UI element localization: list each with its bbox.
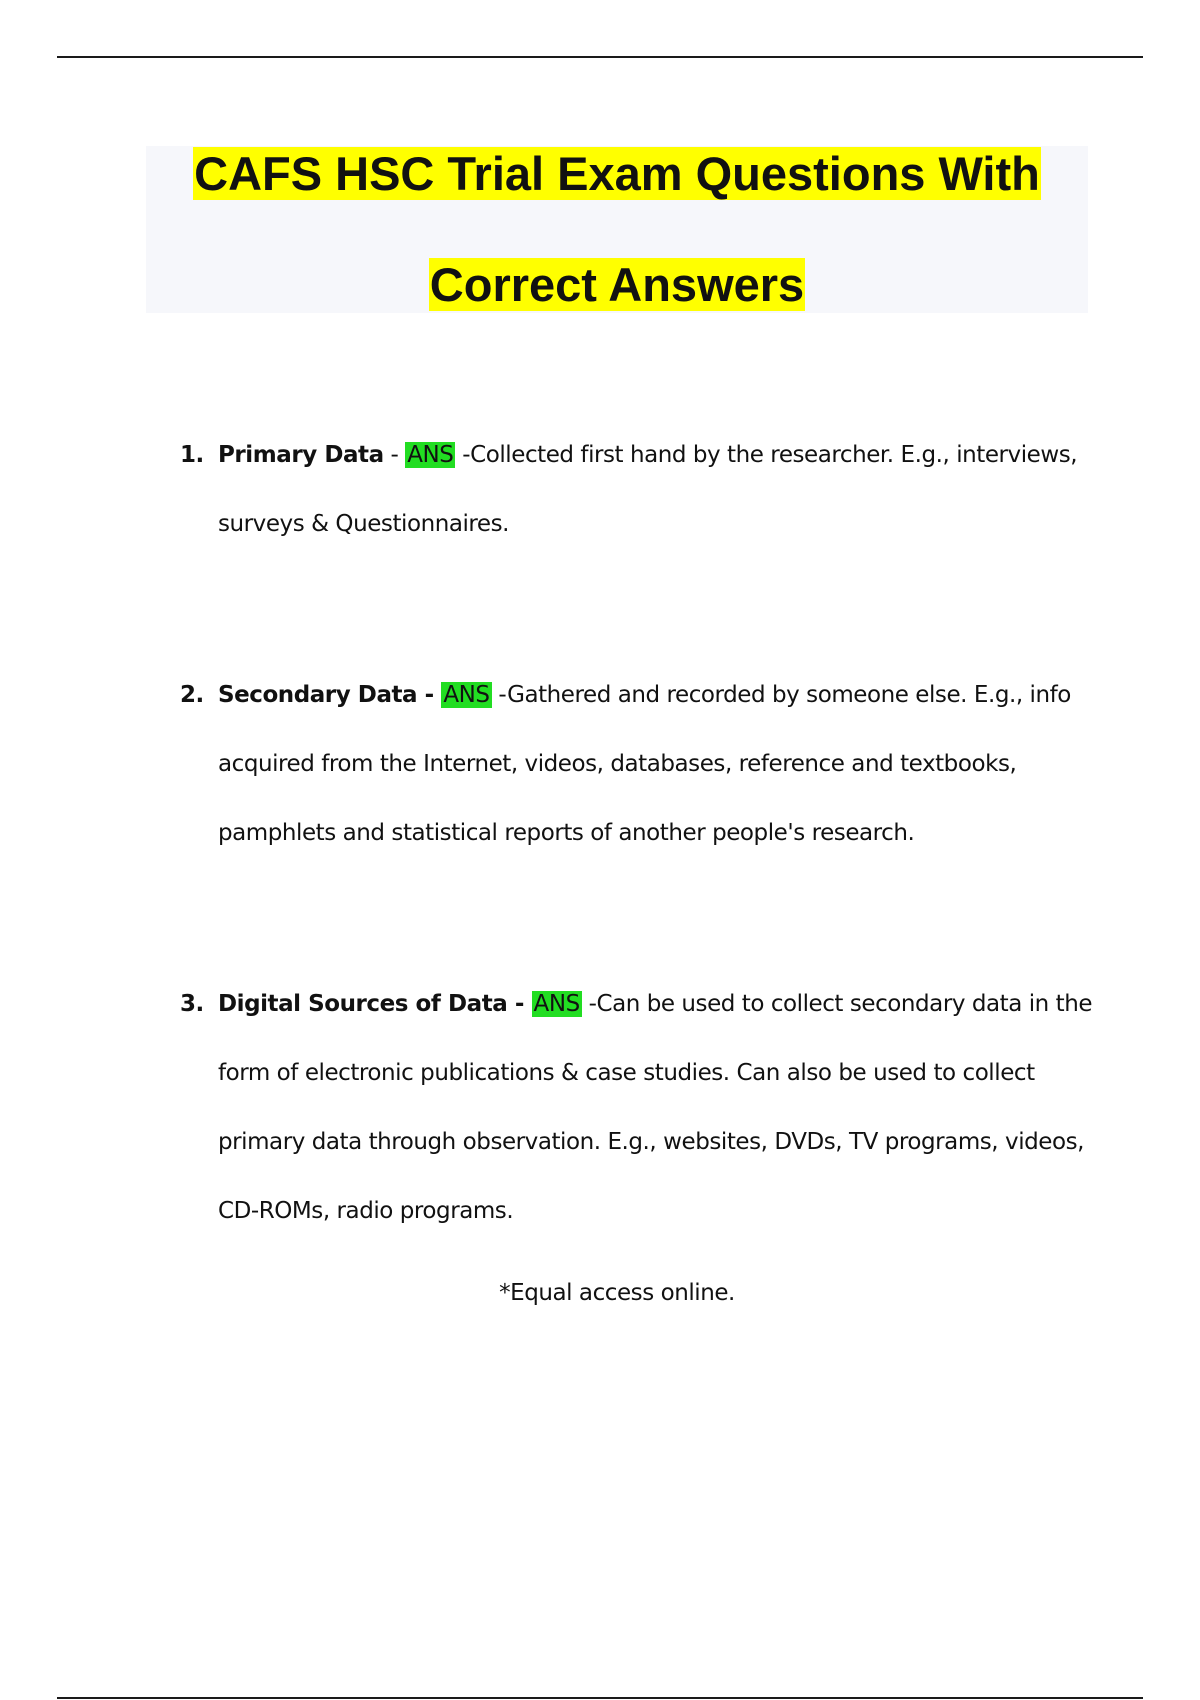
answer-tag: ANS	[407, 442, 454, 468]
answer-tag: ANS	[443, 682, 490, 708]
answer-tag: ANS	[533, 991, 580, 1017]
page-title-line-1	[146, 146, 1088, 202]
question-body	[218, 970, 1100, 1246]
bottom-rule	[57, 1697, 1143, 1699]
question-number: 2.	[180, 682, 204, 708]
answer-text: -Collected first hand by the researcher. E.g., interviews, surveys & Questionnaires.	[218, 442, 1078, 537]
question-separator: -	[383, 442, 406, 468]
footnote: *Equal access online.	[499, 1280, 735, 1306]
question-item	[180, 970, 1100, 1246]
question-term: Secondary Data -	[218, 682, 442, 708]
question-number: 3.	[180, 991, 204, 1017]
question-term: Primary Data	[218, 442, 384, 468]
question-body	[218, 421, 1100, 559]
answer-text: -Gathered and recorded by someone else. E.g., info acquired from the Internet, videos, databases, reference and textbooks, pamphlets and statistical reports of another people's research.	[218, 682, 1071, 846]
top-rule	[57, 56, 1143, 58]
answer-text: -Can be used to collect secondary data in the form of electronic publications & case studies. Can also be used to collect primary data through observation. E.g., websites, DVDs, TV programs, videos, CD-ROMs, radio programs.	[218, 991, 1093, 1224]
question-item	[180, 661, 1100, 868]
page-title-line-2	[146, 257, 1088, 313]
title-highlight-1: CAFS HSC Trial Exam Questions With	[194, 147, 1040, 200]
title-highlight-2: Correct Answers	[429, 258, 805, 311]
question-item	[180, 421, 1100, 559]
question-body	[218, 661, 1100, 868]
question-number: 1.	[180, 442, 204, 468]
title-block	[146, 146, 1088, 313]
question-term: Digital Sources of Data -	[218, 991, 532, 1017]
